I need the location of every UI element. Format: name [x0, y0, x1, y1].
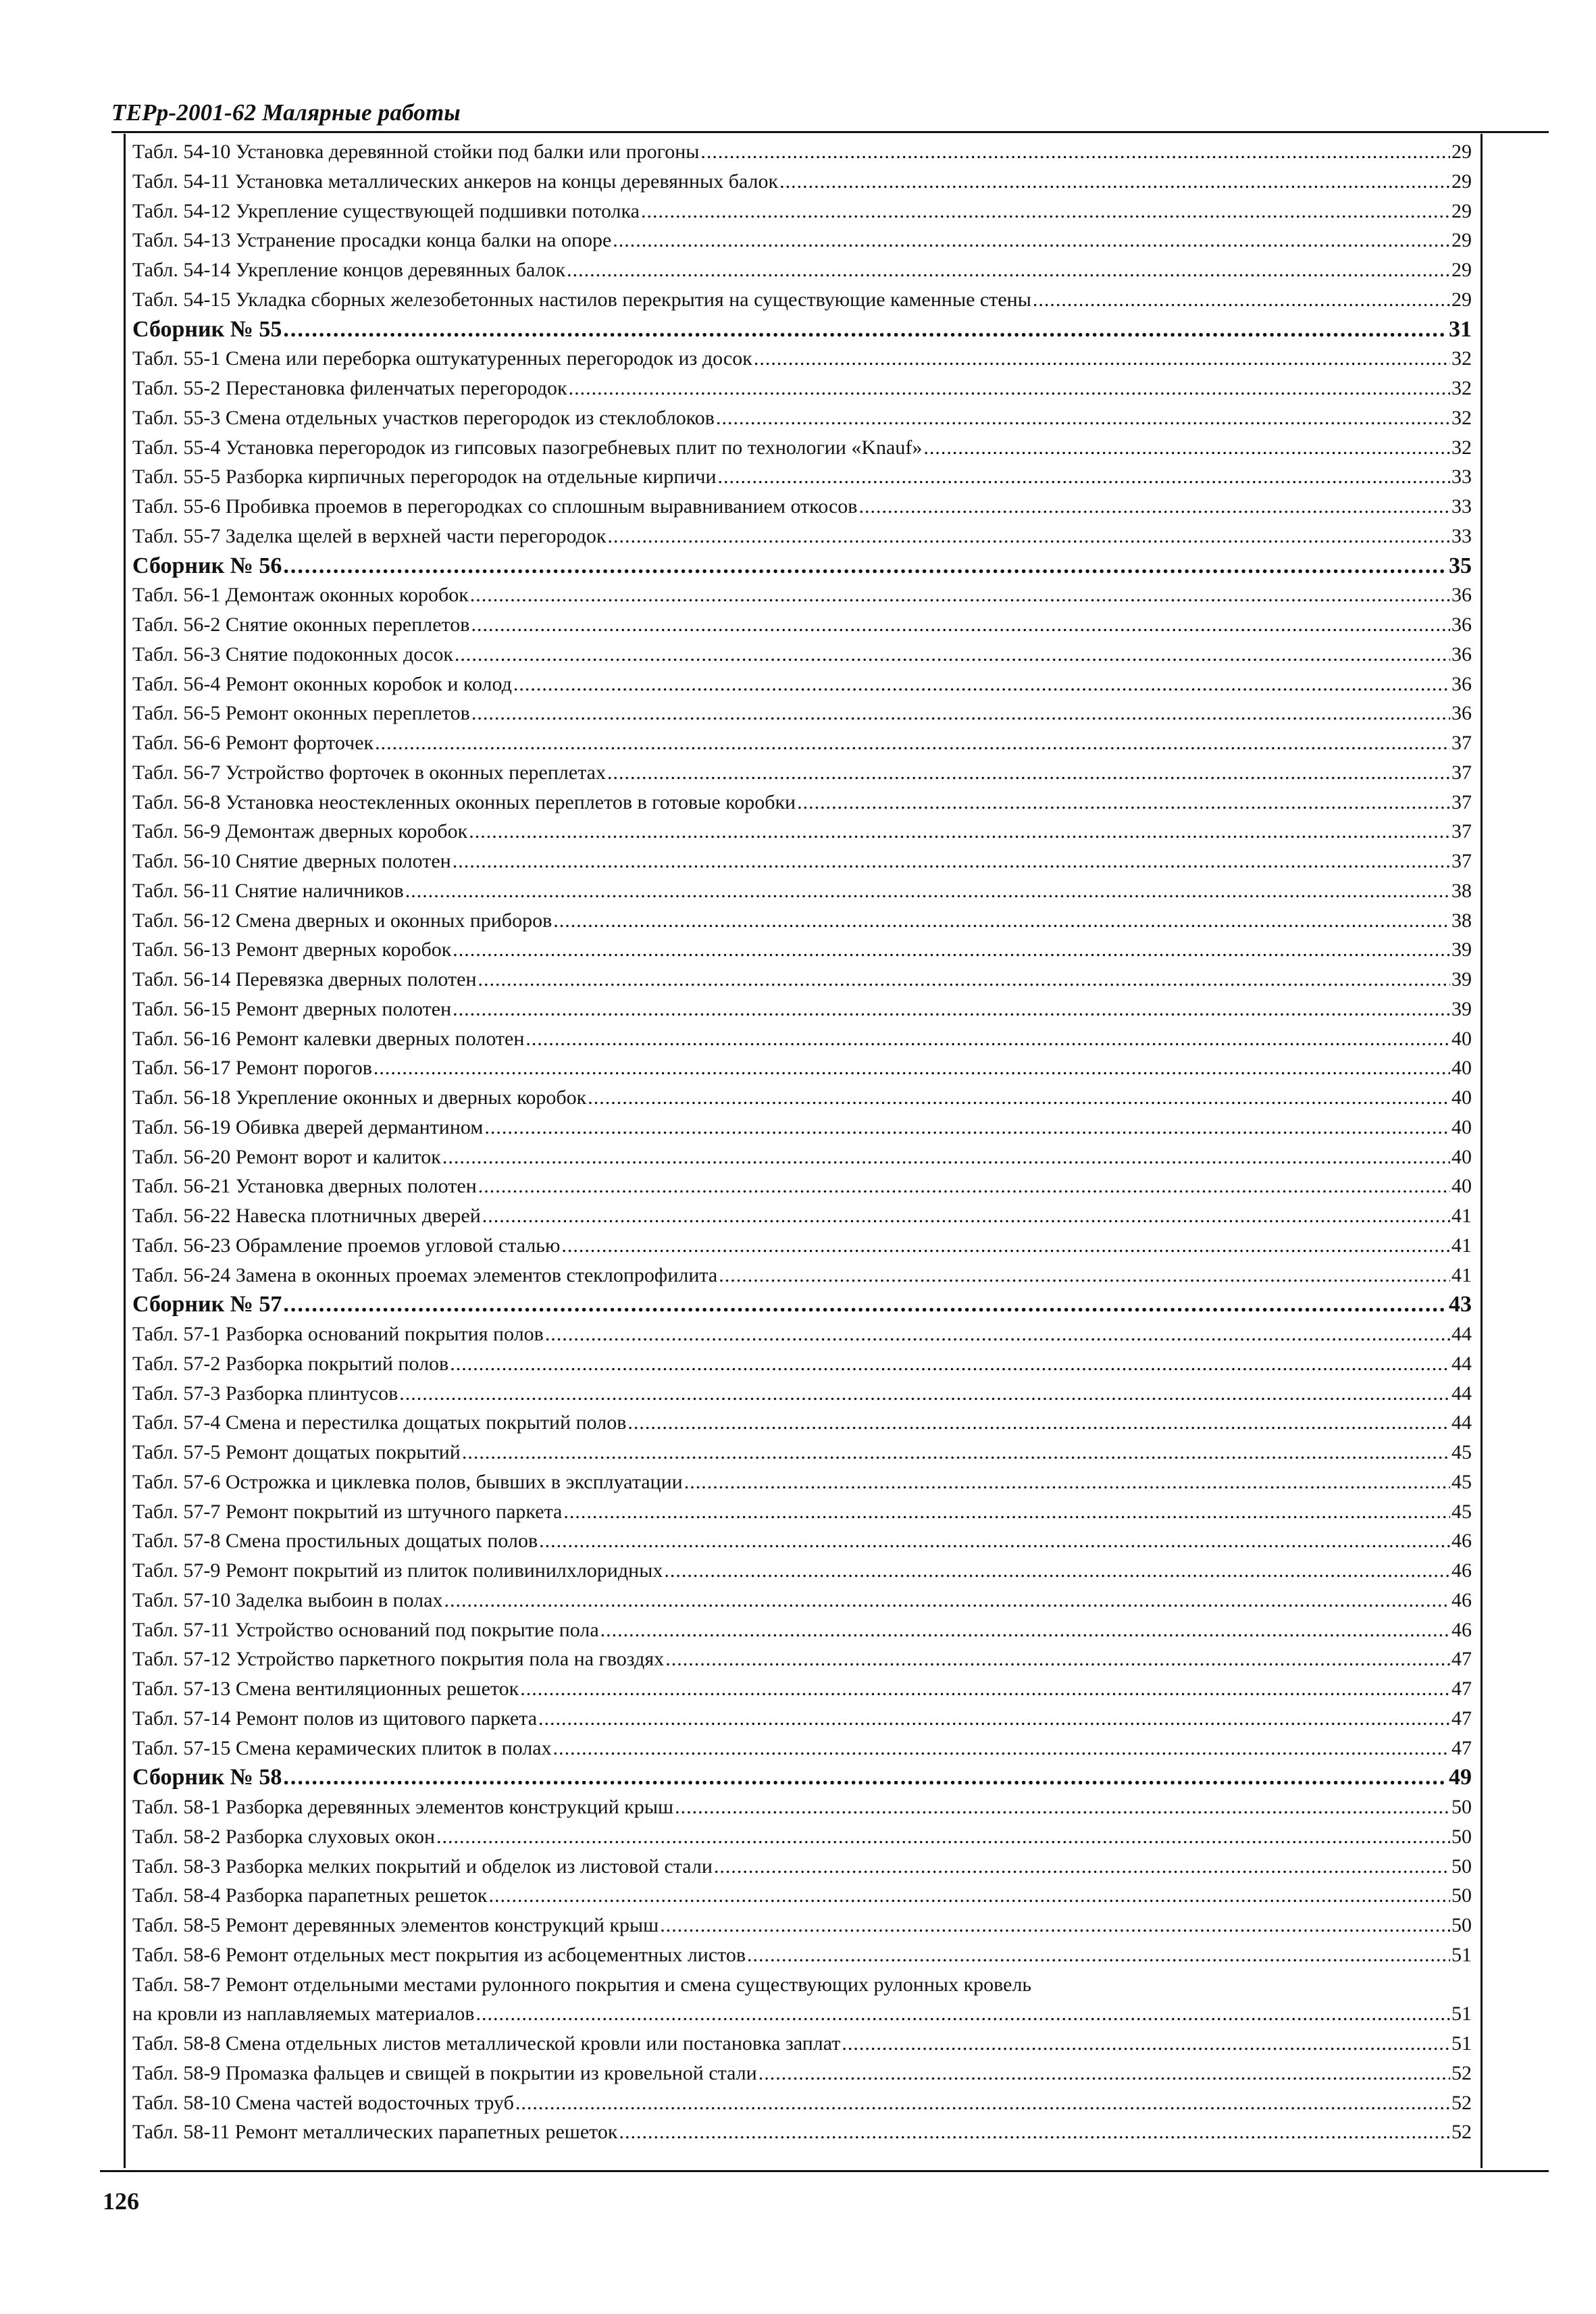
toc-entry-page: 43: [1449, 1292, 1472, 1317]
toc-entry: [132, 876, 1472, 906]
toc-leader-dots: [619, 2117, 1450, 2147]
toc-entry: [132, 2059, 1472, 2088]
toc-entry-label: Табл. 58-7 Ремонт отдельными местами рулонного покрытия и смена существующих рулонных кровель: [132, 1973, 1032, 1996]
toc-leader-dots: [515, 2088, 1450, 2118]
toc-leader-dots: [641, 197, 1450, 226]
toc-leader-dots: [453, 847, 1450, 876]
toc-entry-page: 50: [1451, 1825, 1472, 1848]
toc-leader-dots: [442, 1142, 1450, 1172]
toc-entry-label: Табл. 55-2 Перестановка филенчатых перегородок: [132, 377, 567, 399]
toc-entry-page: 44: [1451, 1352, 1472, 1375]
header-rule: [111, 131, 1549, 133]
toc-leader-dots: [525, 1024, 1450, 1054]
toc-entry-page: 46: [1451, 1559, 1472, 1582]
toc-entry-label: Табл. 56-7 Устройство форточек в оконных переплетах: [132, 761, 607, 784]
toc-entry: [132, 137, 1472, 167]
toc-entry-page: 29: [1451, 170, 1472, 193]
toc-entry-page: 32: [1451, 347, 1472, 370]
toc-entry-label: Табл. 56-16 Ремонт калевки дверных полотен: [132, 1027, 525, 1050]
toc-section-heading: [132, 551, 1472, 581]
toc-leader-dots: [453, 995, 1450, 1024]
toc-entry-page: 47: [1451, 1678, 1472, 1700]
toc-entry: [132, 2029, 1472, 2059]
toc-leader-dots: [754, 344, 1450, 374]
toc-leader-dots: [627, 1408, 1450, 1438]
toc-entry-label: Сборник № 55: [132, 316, 282, 342]
toc-entry-page: 37: [1451, 732, 1472, 754]
toc-leader-dots: [444, 1586, 1450, 1615]
toc-entry-page: 32: [1451, 377, 1472, 399]
toc-entry: [132, 1852, 1472, 1882]
toc-entry: [132, 995, 1472, 1024]
toc-entry-page: 38: [1451, 879, 1472, 902]
toc-leader-dots: [375, 728, 1450, 758]
toc-entry: [132, 167, 1472, 197]
toc-entry-label: Табл. 57-12 Устройство паркетного покрытия пола на гвоздях: [132, 1648, 665, 1671]
toc-entry: [132, 1024, 1472, 1054]
toc-entry-label: Табл. 57-1 Разборка оснований покрытия полов: [132, 1323, 544, 1345]
running-header: ТЕРр-2001-62 Малярные работы: [111, 99, 461, 126]
toc-leader-dots: [700, 137, 1450, 167]
toc-entry: [132, 1438, 1472, 1467]
toc-leader-dots: [450, 1349, 1450, 1379]
toc-entry-label: Табл. 56-14 Перевязка дверных полотен: [132, 968, 477, 990]
toc-entry-page: 45: [1451, 1441, 1472, 1463]
toc-entry-page: 29: [1451, 259, 1472, 281]
toc-entry-page: 31: [1449, 316, 1472, 342]
toc-entry: [132, 1586, 1472, 1615]
toc-leader-dots: [842, 2029, 1450, 2059]
toc-entry: [132, 2088, 1472, 2118]
toc-entry-page: 51: [1451, 2003, 1472, 2026]
toc-entry: [132, 817, 1472, 847]
toc-leader-dots: [488, 1881, 1450, 1911]
toc-entry-page: 40: [1451, 1115, 1472, 1138]
toc-entry: [132, 403, 1472, 433]
toc-entry-page: 29: [1451, 141, 1472, 163]
toc-leader-dots: [475, 1999, 1450, 2029]
toc-entry: [132, 1822, 1472, 1852]
toc-entry-page: 41: [1451, 1234, 1472, 1257]
toc-entry-page: 36: [1451, 672, 1472, 695]
toc-entry-label: Табл. 55-1 Смена или переборка оштукатуренных перегородок из досок: [132, 347, 752, 370]
toc-entry-page: 44: [1451, 1411, 1472, 1434]
toc-entry-label: Табл. 58-3 Разборка мелких покрытий и обделок из листовой стали: [132, 1855, 713, 1878]
toc-entry-page: 40: [1451, 1175, 1472, 1198]
toc-entry-label: Табл. 57-7 Ремонт покрытий из штучного паркета: [132, 1500, 563, 1523]
toc-entry-page: 50: [1451, 1884, 1472, 1907]
toc-entry-page: 38: [1451, 909, 1472, 932]
toc-entry: [132, 344, 1472, 374]
toc-entry: [132, 1674, 1472, 1704]
toc-entry-label: Табл. 56-11 Снятие наличников: [132, 879, 404, 902]
toc-entry-page: 29: [1451, 288, 1472, 311]
toc-entry: [132, 1940, 1472, 1970]
toc-entry-page: 41: [1451, 1205, 1472, 1227]
toc-entry-page: 44: [1451, 1382, 1472, 1405]
toc-leader-dots: [545, 1319, 1450, 1349]
toc-entry-page: 39: [1451, 938, 1472, 961]
toc-leader-dots: [478, 965, 1450, 995]
toc-entry-page: 50: [1451, 1914, 1472, 1936]
toc-entry-label: Табл. 56-9 Демонтаж дверных коробок: [132, 820, 468, 843]
toc-entry: [132, 580, 1472, 610]
toc-entry: [132, 522, 1472, 551]
toc-entry-page: 46: [1451, 1530, 1472, 1553]
toc-leader-dots: [747, 1940, 1450, 1970]
toc-leader-dots: [283, 315, 1447, 345]
toc-entry: [132, 1497, 1472, 1527]
toc-entry-page: 50: [1451, 1855, 1472, 1878]
toc-entry: [132, 699, 1472, 728]
toc-entry-page: 40: [1451, 1086, 1472, 1109]
toc-entry-label: Табл. 56-23 Обрамление проемов угловой сталью: [132, 1234, 561, 1257]
toc-leader-dots: [374, 1053, 1450, 1083]
toc-entry: [132, 1408, 1472, 1438]
toc-section-heading: [132, 1763, 1472, 1792]
toc-entry-page: 41: [1451, 1263, 1472, 1286]
toc-entry-label: на кровли из наплавляемых материалов: [132, 2003, 475, 2026]
toc-entry-label: Табл. 57-9 Ремонт покрытий из плиток поливинилхлоридных: [132, 1559, 663, 1582]
toc-entry-page: 45: [1451, 1470, 1472, 1493]
toc-entry-page: 52: [1451, 2121, 1472, 2144]
toc-entry-label: Табл. 56-12 Смена дверных и оконных приборов: [132, 909, 552, 932]
toc-entry: [132, 640, 1472, 670]
toc-leader-dots: [684, 1467, 1450, 1497]
toc-entry: [132, 1113, 1472, 1142]
toc-leader-dots: [714, 1852, 1450, 1882]
toc-entry-page: 32: [1451, 406, 1472, 429]
toc-leader-dots: [471, 610, 1450, 640]
toc-entry-label: Табл. 54-11 Установка металлических анкеров на концы деревянных балок: [132, 170, 779, 193]
toc-leader-dots: [600, 1615, 1450, 1645]
toc-entry-page: 45: [1451, 1500, 1472, 1523]
toc-entry-label: Табл. 56-10 Снятие дверных полотен: [132, 850, 451, 872]
toc-entry-page: 40: [1451, 1145, 1472, 1168]
toc-section-heading: [132, 315, 1472, 345]
toc-leader-dots: [470, 580, 1450, 610]
toc-entry: [132, 285, 1472, 315]
toc-entry-label: Табл. 56-15 Ремонт дверных полотен: [132, 997, 452, 1020]
toc-entry-page: 40: [1451, 1027, 1472, 1050]
toc-entry: [132, 462, 1472, 492]
toc-entry: [132, 1261, 1472, 1290]
toc-entry-page: 37: [1451, 850, 1472, 872]
toc-entry-label: Табл. 55-7 Заделка щелей в верхней части перегородок: [132, 524, 607, 547]
toc-leader-dots: [567, 255, 1450, 285]
toc-entry-label: Табл. 56-6 Ремонт форточек: [132, 732, 374, 754]
toc-entry-label: Табл. 54-14 Укрепление концов деревянных балок: [132, 259, 566, 281]
toc-entry: [132, 728, 1472, 758]
toc-entry-label: Табл. 55-6 Пробивка проемов в перегородках со сплошным выравниванием откосов: [132, 495, 858, 518]
toc-leader-dots: [675, 1792, 1450, 1822]
toc-entry: [132, 965, 1472, 995]
toc-leader-dots: [484, 1113, 1450, 1142]
toc-entry-page: 46: [1451, 1588, 1472, 1611]
toc-entry-label: Табл. 58-8 Смена отдельных листов металлической кровли или постановка заплат: [132, 2032, 841, 2055]
toc-entry-label: Табл. 57-2 Разборка покрытий полов: [132, 1352, 449, 1375]
toc-entry: [132, 1556, 1472, 1586]
toc-leader-dots: [283, 551, 1447, 581]
toc-entry: [132, 374, 1472, 403]
toc-leader-dots: [613, 226, 1450, 255]
toc-entry: [132, 935, 1472, 965]
toc-entry-page: 51: [1451, 2032, 1472, 2055]
toc-entry: [132, 1201, 1472, 1231]
toc-entry-label: Табл. 57-14 Ремонт полов из щитового паркета: [132, 1707, 538, 1730]
toc-entry-label: Табл. 56-20 Ремонт ворот и калиток: [132, 1145, 441, 1168]
toc-leader-dots: [453, 935, 1450, 965]
toc-entry: [132, 610, 1472, 640]
toc-section-heading: [132, 1290, 1472, 1319]
toc-entry-label: Табл. 55-4 Установка перегородок из гипсовых пазогребневых плит по технологии «Knauf»: [132, 436, 923, 459]
toc-entry-label: Табл. 56-5 Ремонт оконных переплетов: [132, 702, 470, 725]
toc-entry-label: Табл. 58-9 Промазка фальцев и свищей в покрытии из кровельной стали: [132, 2061, 757, 2084]
toc-entry-label: Табл. 58-1 Разборка деревянных элементов конструкций крыш: [132, 1796, 674, 1818]
footer-rule: [100, 2170, 1549, 2172]
toc-entry-label: Табл. 56-22 Навеска плотничных дверей: [132, 1205, 481, 1227]
toc-leader-dots: [797, 788, 1450, 818]
toc-entry-label: Табл. 57-8 Смена простильных дощатых полов: [132, 1530, 538, 1553]
toc-leader-dots: [478, 1172, 1450, 1201]
toc-leader-dots: [563, 1497, 1450, 1527]
toc-entry-page: 35: [1449, 553, 1472, 578]
toc-leader-dots: [607, 758, 1450, 788]
toc-entry: [132, 1142, 1472, 1172]
toc-entry-label: Сборник № 56: [132, 553, 282, 578]
toc-entry: [132, 1083, 1472, 1113]
toc-entry: [132, 1792, 1472, 1822]
toc-entry: [132, 1349, 1472, 1379]
toc-leader-dots: [1033, 285, 1450, 315]
toc-entry-label: Табл. 56-18 Укрепление оконных и дверных коробок: [132, 1086, 587, 1109]
toc-entry-page: 40: [1451, 1057, 1472, 1080]
toc-leader-dots: [660, 1911, 1450, 1940]
toc-entry-label: Табл. 57-15 Смена керамических плиток в полах: [132, 1736, 552, 1759]
toc-entry-page: 32: [1451, 436, 1472, 459]
toc-leader-dots: [520, 1674, 1450, 1704]
toc-leader-dots: [923, 433, 1450, 463]
toc-entry-label: Табл. 57-5 Ремонт дощатых покрытий: [132, 1441, 461, 1463]
toc-entry-page: 33: [1451, 524, 1472, 547]
toc-entry: [132, 1467, 1472, 1497]
toc-entry-page: 39: [1451, 968, 1472, 990]
toc-leader-dots: [462, 1438, 1450, 1467]
toc-entry-page: 51: [1451, 1943, 1472, 1966]
toc-entry-label: Табл. 56-17 Ремонт порогов: [132, 1057, 372, 1080]
toc-entry: [132, 1379, 1472, 1409]
toc-entry: [132, 1704, 1472, 1734]
toc-leader-dots: [664, 1556, 1450, 1586]
toc-entry: [132, 433, 1472, 463]
toc-entry-page: 47: [1451, 1736, 1472, 1759]
toc-entry: [132, 1053, 1472, 1083]
toc-entry-label: Табл. 57-10 Заделка выбоин в полах: [132, 1588, 443, 1611]
toc-entry-label: Табл. 56-8 Установка неостекленных оконных переплетов в готовые коробки: [132, 790, 796, 813]
toc-entry-page: 29: [1451, 199, 1472, 222]
toc-entry-label: Табл. 54-10 Установка деревянной стойки под балки или прогоны: [132, 141, 700, 163]
toc-entry-page: 49: [1449, 1765, 1472, 1790]
toc-entry-label: Табл. 56-21 Установка дверных полотен: [132, 1175, 477, 1198]
toc-entry-label: Табл. 54-15 Укладка сборных железобетонных настилов перекрытия на существующие каменные стены: [132, 288, 1031, 311]
toc-leader-dots: [553, 906, 1450, 936]
toc-entry-page: 36: [1451, 643, 1472, 665]
toc-entry-page: 33: [1451, 495, 1472, 518]
toc-entry: [132, 1734, 1472, 1763]
toc-leader-dots: [405, 876, 1450, 906]
toc-entry-page: 47: [1451, 1707, 1472, 1730]
table-of-contents: [132, 137, 1472, 2147]
toc-entry-page: 37: [1451, 820, 1472, 843]
toc-entry-label: Табл. 57-4 Смена и перестилка дощатых покрытий полов: [132, 1411, 627, 1434]
toc-entry-page: 37: [1451, 761, 1472, 784]
toc-entry-page: 52: [1451, 2091, 1472, 2114]
toc-leader-dots: [455, 640, 1450, 670]
toc-leader-dots: [718, 462, 1450, 492]
toc-leader-dots: [538, 1704, 1450, 1734]
toc-entry-label: Табл. 56-4 Ремонт оконных коробок и колод: [132, 672, 512, 695]
toc-leader-dots: [539, 1526, 1450, 1556]
toc-entry: [132, 1231, 1472, 1261]
toc-entry: [132, 847, 1472, 876]
toc-entry-label: Табл. 58-5 Ремонт деревянных элементов конструкций крыш: [132, 1914, 659, 1936]
toc-entry-page: 50: [1451, 1796, 1472, 1818]
toc-entry-label: Табл. 58-4 Разборка парапетных решеток: [132, 1884, 488, 1907]
toc-entry-label: Табл. 57-11 Устройство оснований под покрытие пола: [132, 1618, 599, 1641]
toc-entry-page: 36: [1451, 584, 1472, 607]
toc-leader-dots: [469, 817, 1450, 847]
toc-entry: [132, 1526, 1472, 1556]
toc-entry-page: 47: [1451, 1648, 1472, 1671]
toc-leader-dots: [553, 1734, 1450, 1763]
toc-entry: [132, 670, 1472, 699]
toc-entry-label: Табл. 58-10 Смена частей водосточных труб: [132, 2091, 514, 2114]
toc-leader-dots: [399, 1379, 1450, 1409]
toc-entry-label: Сборник № 57: [132, 1292, 282, 1317]
toc-entry: [132, 788, 1472, 818]
toc-entry-label: Табл. 56-3 Снятие подоконных досок: [132, 643, 453, 665]
toc-entry-label: Табл. 58-2 Разборка слуховых окон: [132, 1825, 435, 1848]
toc-entry: [132, 2117, 1472, 2147]
toc-leader-dots: [779, 167, 1450, 197]
toc-entry-label: Табл. 58-11 Ремонт металлических парапетных решеток: [132, 2121, 618, 2144]
toc-entry: [132, 255, 1472, 285]
toc-entry: [132, 1881, 1472, 1911]
toc-entry-page: 52: [1451, 2061, 1472, 2084]
toc-entry-label: Табл. 57-13 Смена вентиляционных решеток: [132, 1678, 519, 1700]
toc-entry: [132, 1911, 1472, 1940]
toc-leader-dots: [716, 403, 1450, 433]
toc-leader-dots: [858, 492, 1450, 522]
toc-entry-page: 39: [1451, 997, 1472, 1020]
toc-entry-label: Табл. 57-6 Острожка и циклевка полов, бывших в эксплуатации: [132, 1470, 683, 1493]
toc-entry-page: 29: [1451, 229, 1472, 252]
toc-entry-label: Табл. 54-12 Укрепление существующей подшивки потолка: [132, 199, 640, 222]
toc-leader-dots: [758, 2059, 1450, 2088]
toc-entry-label: Табл. 56-13 Ремонт дверных коробок: [132, 938, 452, 961]
toc-entry-label: Табл. 58-6 Ремонт отдельных мест покрытия из асбоцементных листов: [132, 1943, 746, 1966]
toc-entry: [132, 1615, 1472, 1645]
toc-entry-page: 44: [1451, 1323, 1472, 1345]
toc-entry-label: Табл. 56-2 Снятие оконных переплетов: [132, 613, 470, 636]
toc-leader-dots: [607, 522, 1450, 551]
toc-entry-label: Табл. 54-13 Устранение просадки конца балки на опоре: [132, 229, 612, 252]
toc-leader-dots: [283, 1290, 1447, 1319]
toc-entry-label: Табл. 55-3 Смена отдельных участков перегородок из стеклоблоков: [132, 406, 715, 429]
toc-entry: [132, 1970, 1472, 2000]
toc-entry-label: Табл. 56-19 Обивка дверей дермантином: [132, 1115, 484, 1138]
toc-entry: [132, 758, 1472, 788]
toc-entry-label: Табл. 57-3 Разборка плинтусов: [132, 1382, 398, 1405]
toc-entry: [132, 1644, 1472, 1674]
toc-entry: [132, 1999, 1472, 2029]
toc-entry: [132, 492, 1472, 522]
toc-leader-dots: [436, 1822, 1450, 1852]
toc-leader-dots: [482, 1201, 1450, 1231]
toc-entry-label: Табл. 56-1 Демонтаж оконных коробок: [132, 584, 469, 607]
toc-entry-label: Табл. 56-24 Замена в оконных проемах элементов стеклопрофилита: [132, 1263, 718, 1286]
toc-entry-label: Сборник № 58: [132, 1765, 282, 1790]
toc-entry: [132, 1172, 1472, 1201]
toc-entry: [132, 906, 1472, 936]
toc-entry: [132, 226, 1472, 255]
toc-leader-dots: [719, 1261, 1450, 1290]
toc-leader-dots: [561, 1231, 1450, 1261]
toc-leader-dots: [569, 374, 1450, 403]
toc-entry: [132, 1319, 1472, 1349]
toc-entry-label: Табл. 55-5 Разборка кирпичных перегородок на отдельные кирпичи: [132, 466, 717, 488]
page-number: 126: [103, 2188, 139, 2215]
toc-leader-dots: [471, 699, 1450, 728]
toc-entry-page: 46: [1451, 1618, 1472, 1641]
toc-leader-dots: [513, 670, 1450, 699]
toc-entry-page: 37: [1451, 790, 1472, 813]
toc-entry: [132, 197, 1472, 226]
toc-leader-dots: [665, 1644, 1450, 1674]
toc-entry-page: 36: [1451, 702, 1472, 725]
toc-entry-page: 33: [1451, 466, 1472, 488]
toc-leader-dots: [283, 1763, 1447, 1792]
toc-leader-dots: [588, 1083, 1450, 1113]
toc-entry-page: 36: [1451, 613, 1472, 636]
